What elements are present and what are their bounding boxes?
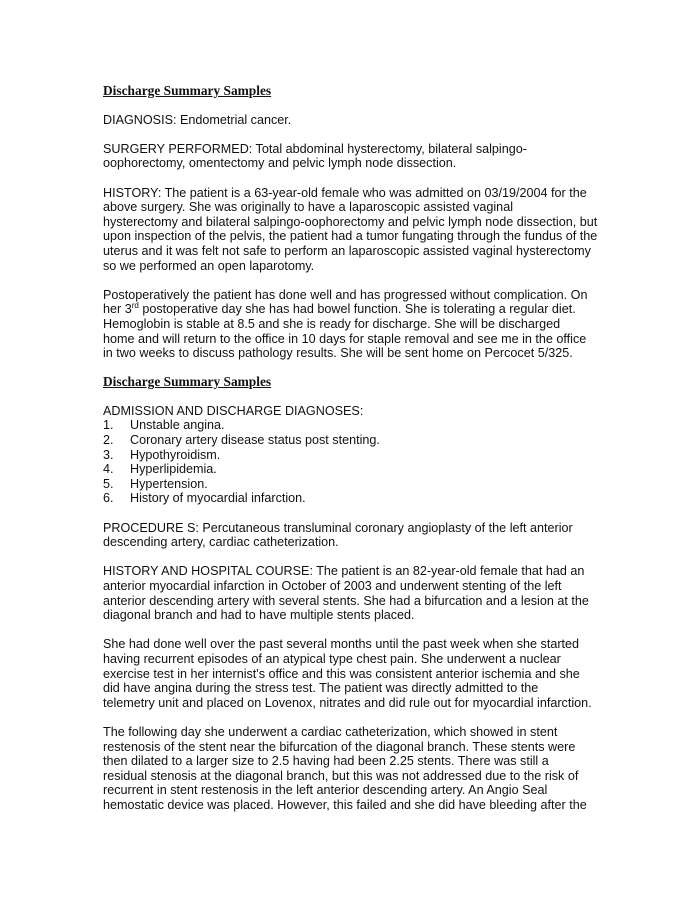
postoperative-paragraph xyxy=(103,288,603,361)
text-line: descending artery, cardiac catheterization. xyxy=(103,535,339,550)
text-line xyxy=(103,302,603,317)
list-item xyxy=(103,448,603,463)
list-number: 6. xyxy=(103,491,114,506)
hospital-course-paragraph xyxy=(103,564,603,622)
text-line: hysterectomy and bilateral salpingo-oophorectomy and pelvic lymph node dissection, but xyxy=(103,214,598,229)
list-text: Coronary artery disease status post stenting. xyxy=(130,433,380,448)
list-text: Hypertension. xyxy=(130,476,208,491)
list-item xyxy=(103,491,603,506)
section-heading: Discharge Summary Samples xyxy=(103,374,272,390)
text-line: having recurrent episodes of an atypical type chest pain. She underwent a nuclear xyxy=(103,651,561,666)
diagnoses-title: ADMISSION AND DISCHARGE DIAGNOSES: xyxy=(103,403,364,418)
text-segment: her 3 xyxy=(103,302,132,317)
document-body xyxy=(103,84,603,827)
text-line: home and will return to the office in 10 days for staple removal and see me in the office xyxy=(103,331,587,346)
text-line: She had done well over the past several months until the past week when she started xyxy=(103,637,580,652)
text-line: recurrent in stent restenosis in the left anterior descending artery. An Angio Seal xyxy=(103,783,548,798)
list-number: 4. xyxy=(103,462,114,477)
text-line: oophorectomy, omentectomy and pelvic lymph node dissection. xyxy=(103,156,457,171)
list-text: History of myocardial infarction. xyxy=(130,491,306,506)
text-line: in two weeks to discuss pathology results. She will be sent home on Percocet 5/325. xyxy=(103,346,573,361)
procedures-paragraph xyxy=(103,521,603,550)
section-heading: Discharge Summary Samples xyxy=(103,83,272,98)
text-segment: postoperative day she has had bowel function. She is tolerating a regular diet. xyxy=(138,302,576,317)
text-line: then dilated to a larger size to 2.5 having had been 2.25 stents. There was still a xyxy=(103,754,549,769)
list-number: 5. xyxy=(103,476,114,491)
text-line: HISTORY: The patient is a 63-year-old female who was admitted on 03/19/2004 for the xyxy=(103,185,587,200)
list-item xyxy=(103,477,603,492)
diagnosis-paragraph xyxy=(103,113,603,128)
catheterization-paragraph xyxy=(103,725,603,813)
text-line: above surgery. She was originally to have a laparoscopic assisted vaginal xyxy=(103,200,513,215)
text-line: SURGERY PERFORMED: Total abdominal hysterectomy, bilateral salpingo- xyxy=(103,141,527,156)
text-line: anterior myocardial infarction in October of 2003 and underwent stenting of the left xyxy=(103,579,562,593)
text-line: did have angina during the stress test. The patient was directly admitted to the xyxy=(103,681,539,696)
text-line: residual stenosis at the diagonal branch, but this was not addressed due to the risk of xyxy=(103,768,579,783)
text-line: so we performed an open laparotomy. xyxy=(103,258,315,273)
text-line: telemetry unit and placed on Lovenox, nitrates and did rule out for myocardial infarction. xyxy=(103,695,592,710)
text-line: upon inspection of the pelvis, the patient had a tumor fungating through the fundus of the xyxy=(103,229,598,244)
list-number: 2. xyxy=(103,433,114,448)
text-line: hemostatic device was placed. However, this failed and she did have bleeding after the xyxy=(103,797,587,812)
list-number: 1. xyxy=(103,418,114,433)
list-text: Unstable angina. xyxy=(130,418,225,433)
text-line: HISTORY AND HOSPITAL COURSE: The patient is an 82-year-old female that had an xyxy=(103,564,585,579)
ordinal-superscript: rd xyxy=(131,301,139,311)
text-line: The following day she underwent a cardiac catheterization, which showed in stent xyxy=(103,724,558,739)
list-text: Hyperlipidemia. xyxy=(130,462,217,477)
list-number: 3. xyxy=(103,447,114,462)
text-line: anterior descending artery with several stents. She had a bifurcation and a lesion at the xyxy=(103,593,589,608)
text-line: uterus and it was felt not safe to perform an laparoscopic assisted vaginal hysterectomy xyxy=(103,243,591,258)
text-line: PROCEDURE S: Percutaneous transluminal coronary angioplasty of the left anterior xyxy=(103,520,573,535)
list-item xyxy=(103,433,603,448)
history-continued-paragraph xyxy=(103,637,603,710)
history-paragraph xyxy=(103,186,603,274)
list-text: Hypothyroidism. xyxy=(130,447,221,462)
text-line: Postoperatively the patient has done well and has progressed without complication. On xyxy=(103,287,588,302)
text-line: exercise test in her internist's office and this was consistent anterior ischemia and she xyxy=(103,666,580,681)
list-item xyxy=(103,462,603,477)
list-item xyxy=(103,418,603,433)
diagnoses-list xyxy=(103,404,603,506)
text-line: DIAGNOSIS: Endometrial cancer. xyxy=(103,112,292,127)
surgery-paragraph xyxy=(103,142,603,171)
text-line: Hemoglobin is stable at 8.5 and she is ready for discharge. She will be discharged xyxy=(103,316,561,331)
text-line: restenosis of the stent near the bifurcation of the diagonal branch. These stents were xyxy=(103,739,576,754)
text-line: diagonal branch and had to have multiple stents placed. xyxy=(103,608,415,623)
